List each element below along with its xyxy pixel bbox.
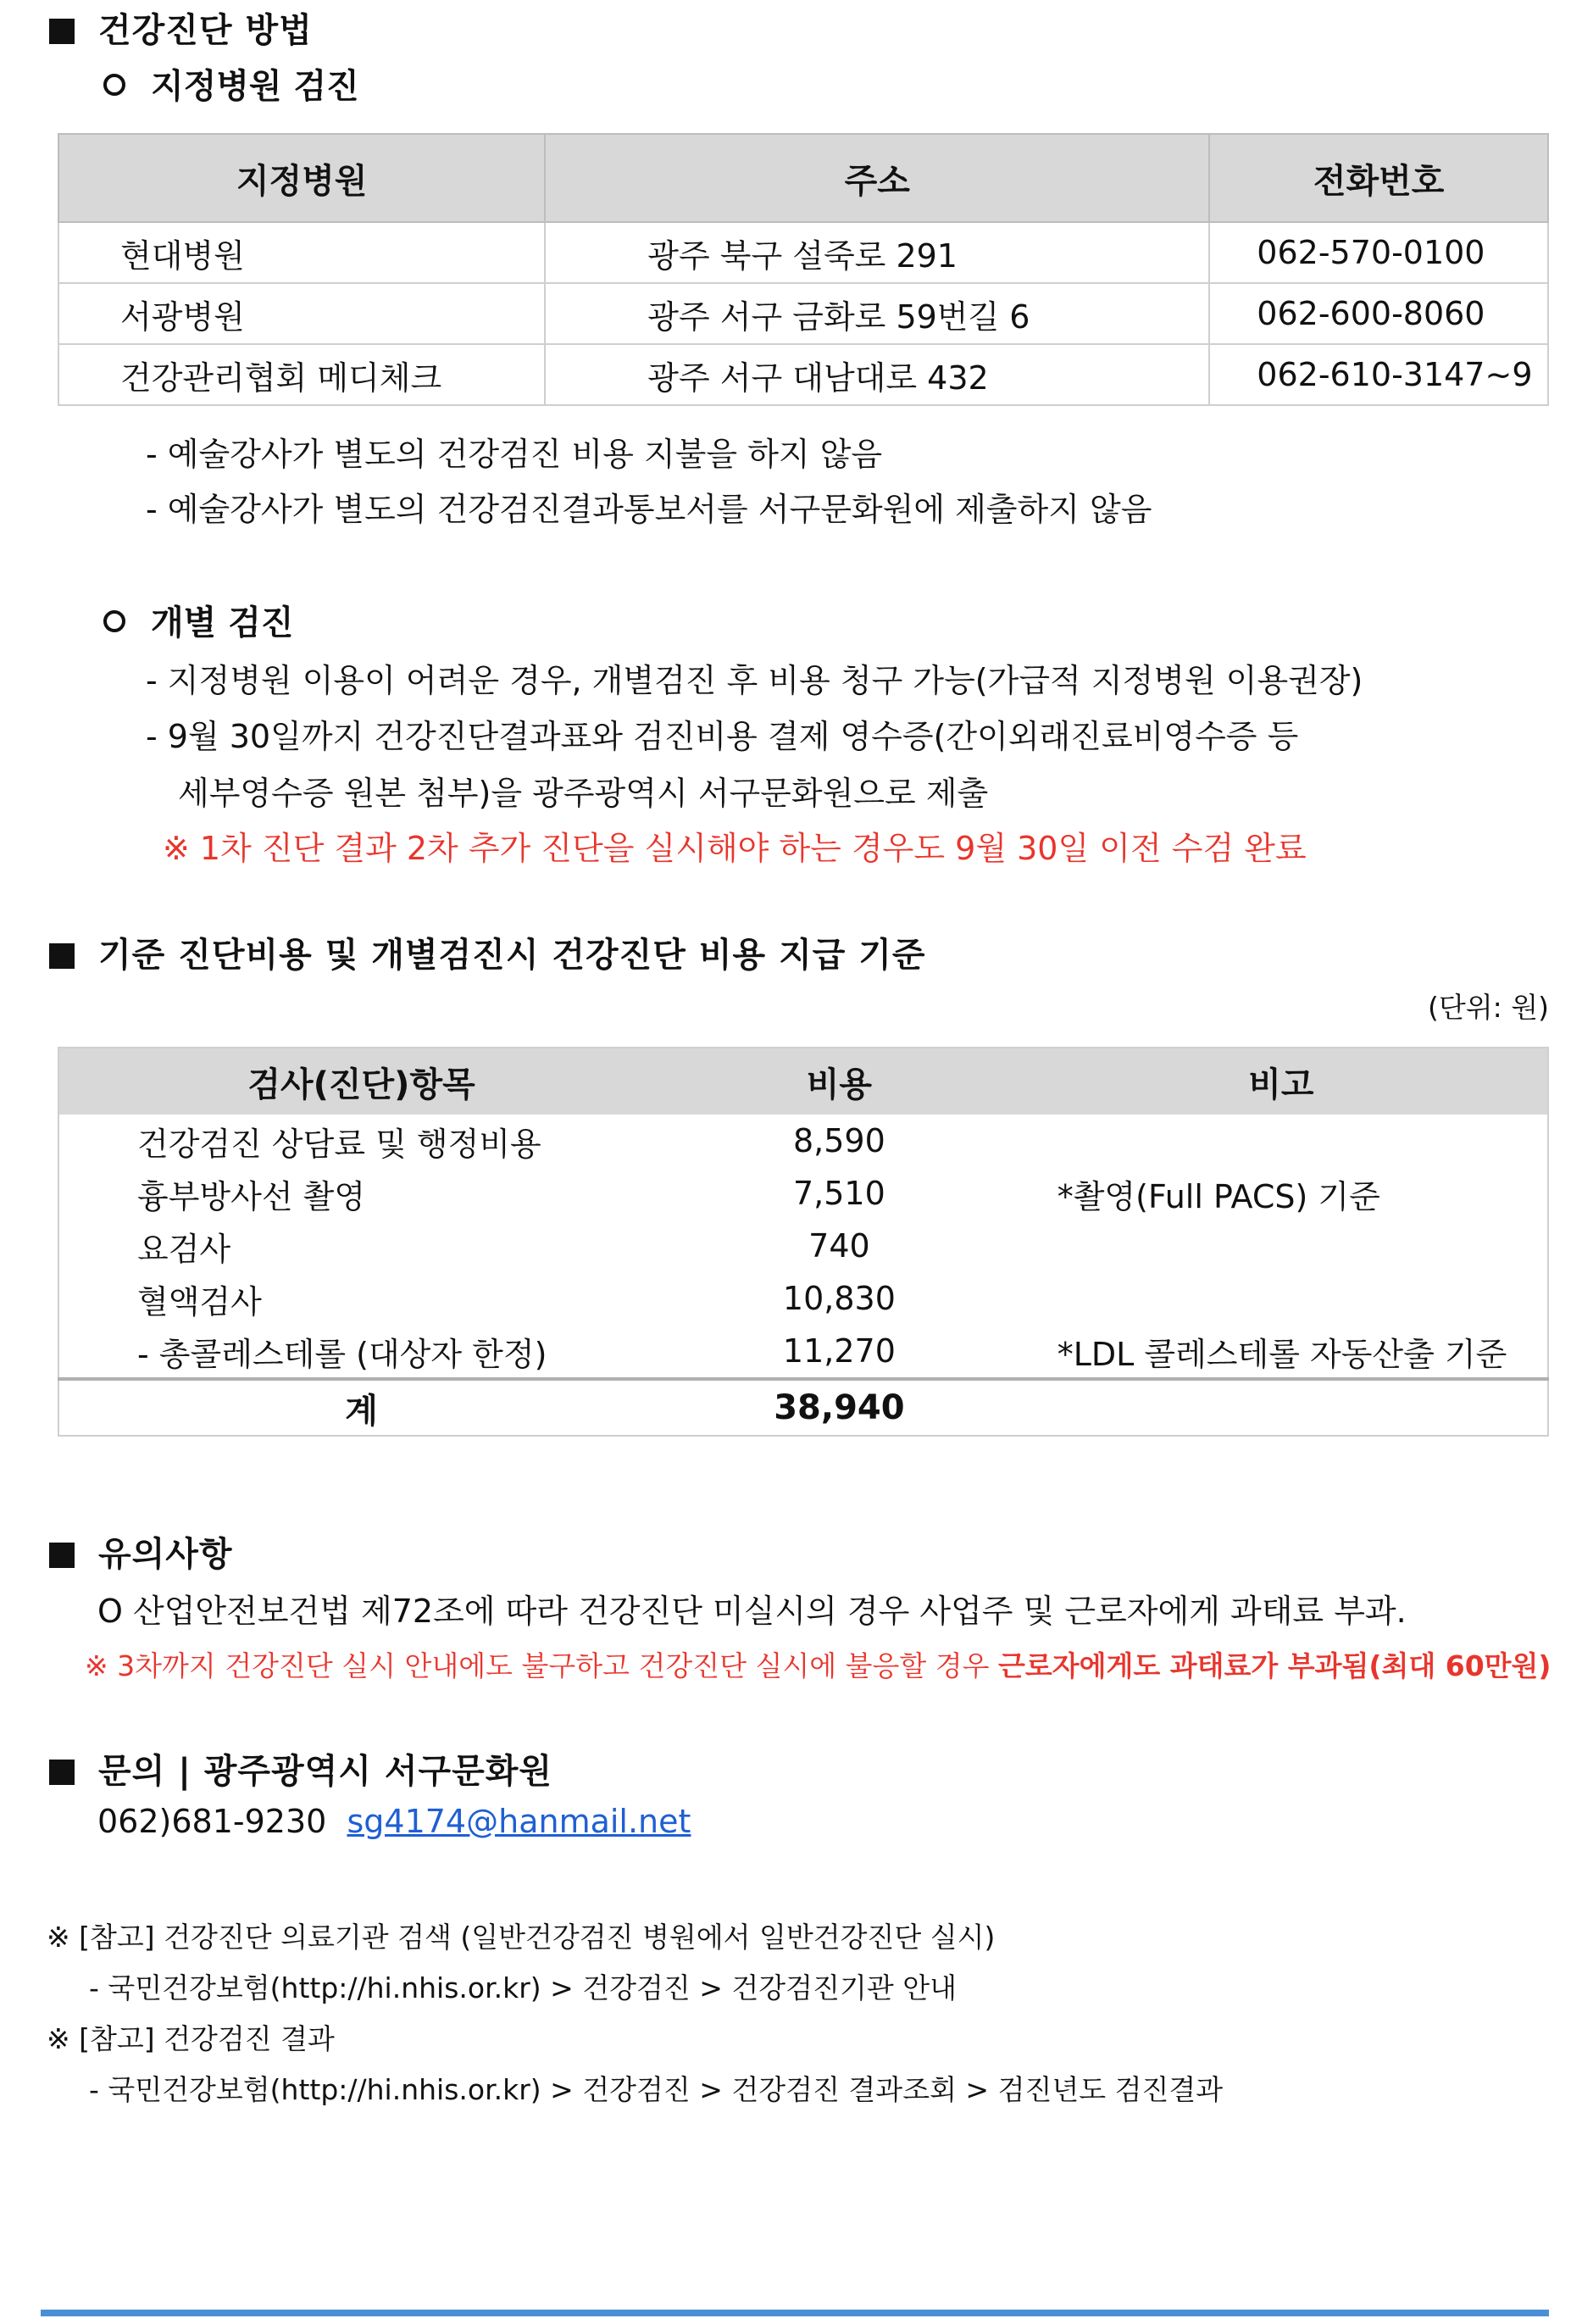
note-line: - 예술강사가 별도의 건강검진 비용 지불을 하지 않음 xyxy=(146,436,883,473)
table-row xyxy=(58,1220,1548,1272)
item-note: *촬영(Full PACS) 기준 xyxy=(1057,1177,1380,1215)
warning-text: ※ 1차 진단 결과 2차 추가 진단을 실시해야 하는 경우도 9월 30일 이전 수검 완료 xyxy=(163,830,1307,867)
hospital-phone: 062-600-8060 xyxy=(1209,283,1548,344)
total-value: 38,940 xyxy=(663,1379,1015,1436)
unit-label: (단위: 원) xyxy=(1428,991,1549,1024)
reference-line: - 국민건강보험(http://hi.nhis.or.kr) > 건강검진 > 건강검진기관 안내 xyxy=(89,1971,957,2004)
column-header: 비용 xyxy=(663,1048,1015,1115)
table-row xyxy=(58,344,1548,405)
hospital-phone: 062-570-0100 xyxy=(1209,222,1548,283)
hospital-address: 광주 북구 설죽로 291 xyxy=(545,222,1209,283)
circle-bullet-icon xyxy=(103,74,125,96)
table-row xyxy=(58,1167,1548,1220)
item-note xyxy=(1015,1272,1548,1325)
reference-line: ※ [참고] 건강진단 의료기관 검색 (일반건강검진 병원에서 일반건강진단 실시) xyxy=(47,1921,996,1954)
hospital-phone: 062-610-3147~9 xyxy=(1209,344,1548,405)
section-precautions-heading xyxy=(49,1527,233,1576)
subsection-title: 개별 검진 xyxy=(151,603,294,642)
contact-line xyxy=(97,1803,691,1840)
subsection-designated-hospital-heading xyxy=(103,59,359,108)
section-title: 기준 진단비용 및 개별검진시 건강진단 비용 지급 기준 xyxy=(98,936,926,975)
hospital-name: 서광병원 xyxy=(58,283,545,344)
square-bullet-icon xyxy=(49,19,75,44)
precaution-warning xyxy=(85,1644,1551,1684)
item-name: - 총콜레스테롤 (대상자 한정) xyxy=(137,1335,547,1373)
column-header: 지정병원 xyxy=(58,134,545,222)
circle-bullet-icon xyxy=(103,610,125,632)
item-name: 요검사 xyxy=(137,1230,231,1268)
item-name: 건강검진 상담료 및 행정비용 xyxy=(137,1125,541,1163)
section-title: 건강진단 방법 xyxy=(98,11,313,50)
subsection-individual-checkup-heading xyxy=(103,596,294,644)
item-cost: 8,590 xyxy=(793,1122,885,1159)
table-row xyxy=(58,222,1548,283)
section-title: 유의사항 xyxy=(98,1535,233,1574)
section-contact-heading xyxy=(49,1744,552,1793)
hospital-address: 광주 서구 금화로 59번길 6 xyxy=(545,283,1209,344)
reference-line: ※ [참고] 건강검진 결과 xyxy=(47,2022,335,2055)
individual-item: - 지정병원 이용이 어려운 경우, 개별검진 후 비용 청구 가능(가급적 지정병원 이용권장) xyxy=(146,662,1363,699)
hospital-name: 현대병원 xyxy=(58,222,545,283)
table-header-row xyxy=(58,134,1548,222)
item-cost: 11,270 xyxy=(782,1332,896,1370)
subsection-title: 지정병원 검진 xyxy=(151,67,359,106)
individual-item: - 9월 30일까지 건강진단결과표와 검진비용 결제 영수증(간이외래진료비영수증 등 xyxy=(146,718,1299,755)
item-cost: 740 xyxy=(808,1227,870,1265)
warning-normal-text: ※ 3차까지 건강진단 실시 안내에도 불구하고 건강진단 실시에 불응할 경우 xyxy=(85,1649,999,1682)
item-note xyxy=(1015,1115,1548,1167)
item-cost: 10,830 xyxy=(782,1280,896,1317)
hospital-address: 광주 서구 대남대로 432 xyxy=(545,344,1209,405)
square-bullet-icon xyxy=(49,943,75,969)
bottom-divider xyxy=(41,2310,1549,2316)
section-title: 문의 | 광주광역시 서구문화원 xyxy=(98,1752,553,1791)
square-bullet-icon xyxy=(49,1543,75,1568)
total-label: 계 xyxy=(58,1379,663,1436)
designated-hospital-table xyxy=(58,133,1549,406)
contact-phone: 062)681-9230 xyxy=(97,1803,327,1840)
precaution-item: O 산업안전보건법 제72조에 따라 건강진단 미실시의 경우 사업주 및 근로자에게 과태료 부과. xyxy=(97,1593,1407,1630)
column-header: 비고 xyxy=(1015,1048,1548,1115)
contact-email-link[interactable]: sg4174@hanmail.net xyxy=(347,1803,691,1840)
item-name: 혈액검사 xyxy=(137,1282,262,1320)
note-line: - 예술강사가 별도의 건강검진결과통보서를 서구문화원에 제출하지 않음 xyxy=(146,491,1152,528)
table-header-row xyxy=(58,1048,1548,1115)
warning-bold-text: 근로자에게도 과태료가 부과됨(최대 60만원) xyxy=(998,1649,1551,1682)
total-note xyxy=(1015,1379,1548,1436)
column-header: 검사(진단)항목 xyxy=(58,1048,663,1115)
item-name: 흉부방사선 촬영 xyxy=(137,1177,366,1215)
item-cost: 7,510 xyxy=(793,1175,885,1212)
item-note: *LDL 콜레스테롤 자동산출 기준 xyxy=(1057,1335,1507,1373)
section-cost-standard-heading xyxy=(49,928,926,976)
section-health-method-heading xyxy=(49,3,313,52)
table-row xyxy=(58,1115,1548,1167)
hospital-name: 건강관리협회 메디체크 xyxy=(58,344,545,405)
table-total-row xyxy=(58,1379,1548,1436)
column-header: 전화번호 xyxy=(1209,134,1548,222)
cost-table xyxy=(58,1047,1549,1437)
reference-line: - 국민건강보험(http://hi.nhis.or.kr) > 건강검진 > 건강검진 결과조회 > 검진년도 검진결과 xyxy=(89,2073,1224,2106)
individual-item-continued: 세부영수증 원본 첨부)을 광주광역시 서구문화원으로 제출 xyxy=(178,775,989,812)
table-row xyxy=(58,1272,1548,1325)
square-bullet-icon xyxy=(49,1760,75,1785)
item-note xyxy=(1015,1220,1548,1272)
table-row xyxy=(58,1325,1548,1379)
column-header: 주소 xyxy=(545,134,1209,222)
table-row xyxy=(58,283,1548,344)
